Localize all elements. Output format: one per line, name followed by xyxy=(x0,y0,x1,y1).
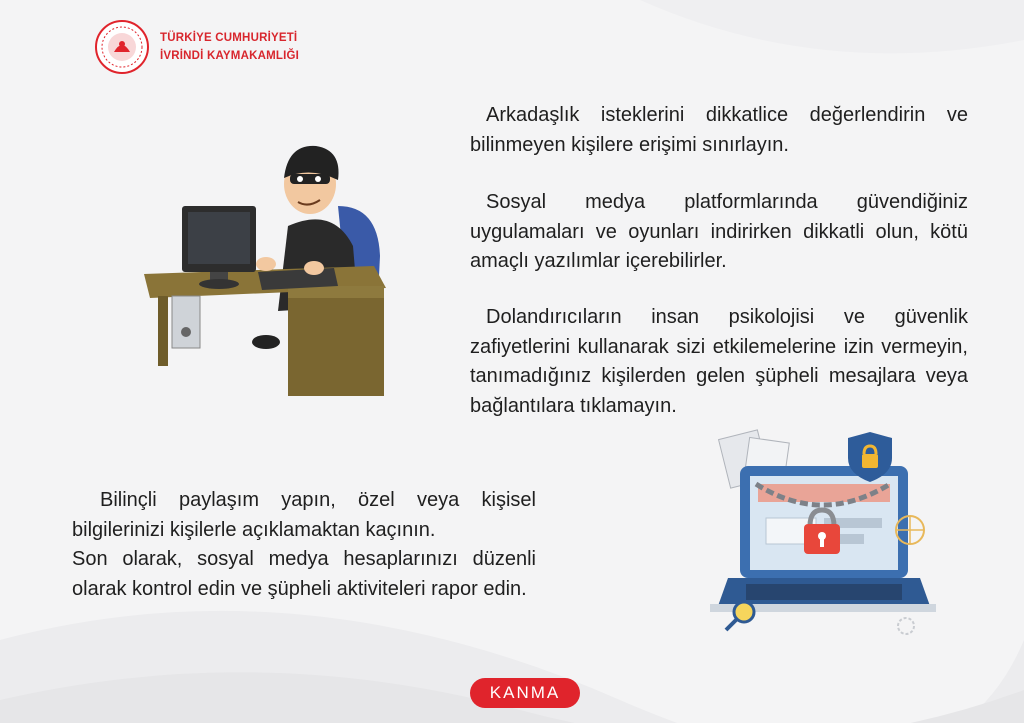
paragraph-1-text: Arkadaşlık isteklerini dikkatlice değerlendirin ve bilinmeyen kişilere erişimi sınırlayın. xyxy=(470,104,968,156)
hacker-at-computer-icon xyxy=(138,136,394,398)
organization-name xyxy=(160,29,299,65)
paragraph-conscious-sharing xyxy=(72,486,536,604)
paragraph-4b-text: Son olarak, sosyal medya hesaplarınızı düzenli olarak kontrol edin ve şüpheli aktiviteleri rapor edin. xyxy=(72,548,536,600)
paragraph-3-text: Dolandırıcıların insan psikolojisi ve güvenlik zafiyetlerini kullanarak sizi etkilemelerine izin vermeyin, tanımadığınız kişilerden gelen şüpheli mesajlara veya bağlantılara tıklamayın. xyxy=(470,306,968,417)
org-line-1: TÜRKİYE CUMHURİYETİ xyxy=(160,32,298,44)
paragraph-apps-games xyxy=(470,188,968,277)
paragraph-2-text: Sosyal medya platformlarında güvendiğiniz uygulamaları ve oyunları indirirken dikkatli olun, kötü amaçlı yazılımlar içerebilirler. xyxy=(470,191,968,272)
kanma-label: KANMA xyxy=(489,683,561,702)
paragraph-friend-requests xyxy=(470,101,968,160)
kaymakamlik-seal-icon xyxy=(94,12,150,82)
locked-laptop-security-icon xyxy=(706,426,940,644)
paragraph-4a-text: Bilinçli paylaşım yapın, özel veya kişisel bilgilerinizi kişilerle açıklamaktan kaçının. xyxy=(72,489,536,541)
header xyxy=(94,12,299,82)
paragraph-scammers xyxy=(470,303,968,421)
org-line-2: İVRİNDİ KAYMAKAMLIĞI xyxy=(160,50,300,62)
kanma-badge xyxy=(470,678,580,708)
